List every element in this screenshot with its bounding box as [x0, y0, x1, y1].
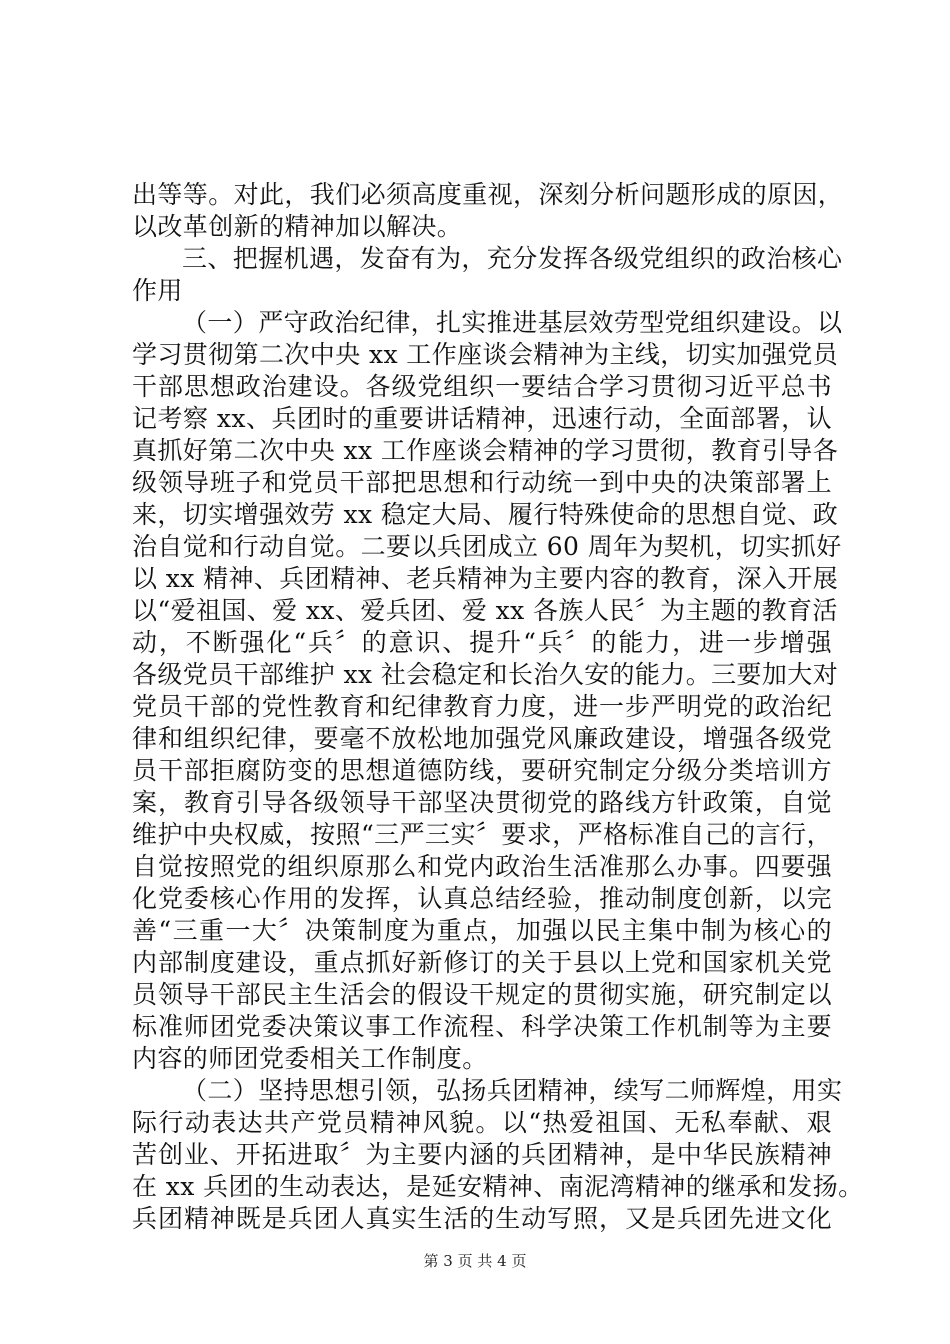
text-line: 真抓好第二次中央 xx 工作座谈会精神的学习贯彻，教育引导各	[132, 436, 839, 465]
text-line: 兵团精神既是兵团人真实生活的生动写照，又是兵团先进文化	[132, 1204, 832, 1233]
text-line: 以改革创新的精神加以解决。	[132, 212, 463, 241]
text-line: 来，切实增强效劳 xx 稳定大局、履行特殊使命的思想自觉、政	[132, 500, 839, 529]
text-line: 在 xx 兵团的生动表达，是延安精神、南泥湾精神的继承和发扬。	[132, 1172, 864, 1201]
text-line: 内部制度建设，重点抓好新修订的关于县以上党和国家机关党	[132, 948, 832, 977]
text-line: 动，不断强化“兵〞的意识、提升“兵〞的能力，进一步增强	[132, 628, 832, 657]
text-line: 出等等。对此，我们必须高度重视，深刻分析问题形成的原因，	[132, 180, 844, 209]
text-line: 维护中央权威，按照“三严三实〞要求，严格标准自己的言行，	[132, 820, 832, 849]
text-line: 以“爱祖国、爱 xx、爱兵团、爱 xx 各族人民〞为主题的教育活	[132, 596, 838, 625]
text-line: 苦创业、开拓进取〞为主要内涵的兵团精神，是中华民族精神	[132, 1140, 832, 1169]
text-line: 级领导班子和党员干部把思想和行动统一到中央的决策部署上	[132, 468, 832, 497]
text-line: 化党委核心作用的发挥，认真总结经验，推动制度创新，以完	[132, 884, 832, 913]
text-line: 党员干部的党性教育和纪律教育力度，进一步严明党的政治纪	[132, 692, 832, 721]
text-line: 干部思想政治建设。各级党组织一要结合学习贯彻习近平总书	[132, 372, 832, 401]
text-line: 际行动表达共产党员精神风貌。以“热爱祖国、无私奉献、艰	[132, 1108, 832, 1137]
document-body	[132, 179, 864, 1235]
text-line: 内容的师团党委相关工作制度。	[132, 1044, 488, 1073]
text-line: 律和组织纪律，要毫不放松地加强党风廉政建设，增强各级党	[132, 724, 832, 753]
text-line: 员领导干部民主生活会的假设干规定的贯彻实施，研究制定以	[132, 980, 832, 1009]
text-line: 员干部拒腐防变的思想道德防线，要研究制定分级分类培训方	[132, 756, 832, 785]
subsection-heading: （二）坚持思想引领，弘扬兵团精神，续写二师辉煌，用实	[182, 1076, 843, 1105]
section-heading: 三、把握机遇，发奋有为，充分发挥各级党组织的政治核心	[182, 244, 843, 273]
text-line: 以 xx 精神、兵团精神、老兵精神为主要内容的教育，深入开展	[132, 564, 839, 593]
text-line: 自觉按照党的组织原那么和党内政治生活准那么办事。四要强	[132, 852, 832, 881]
text-line: 记考察 xx、兵团时的重要讲话精神，迅速行动，全面部署，认	[132, 404, 832, 433]
text-line: 案，教育引导各级领导干部坚决贯彻党的路线方针政策，自觉	[132, 788, 832, 817]
text-line: 治自觉和行动自觉。二要以兵团成立 60 周年为契机，切实抓好	[132, 532, 842, 561]
text-line: 善“三重一大〞决策制度为重点，加强以民主集中制为核心的	[132, 916, 832, 945]
text-line: 各级党员干部维护 xx 社会稳定和长治久安的能力。三要加大对	[132, 660, 839, 689]
text-line: 学习贯彻第二次中央 xx 工作座谈会精神为主线，切实加强党员	[132, 340, 839, 369]
text-line: 标准师团党委决策议事工作流程、科学决策工作机制等为主要	[132, 1012, 832, 1041]
section-heading-continued: 作用	[132, 276, 183, 305]
subsection-heading: （一）严守政治纪律，扎实推进基层效劳型党组织建设。以	[182, 308, 843, 337]
page-number-footer: 第 3 页 共 4 页	[423, 1252, 527, 1270]
